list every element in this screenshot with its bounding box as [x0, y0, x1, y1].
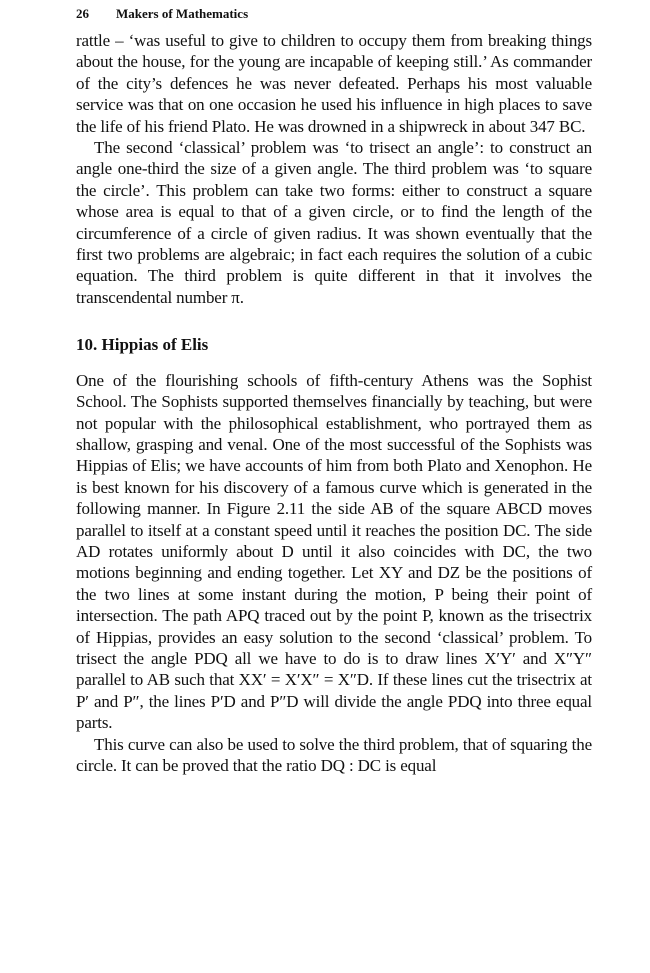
- paragraph-4: This curve can also be used to solve the third problem, that of squaring the circle. It can be proved that the ratio DQ : DC is equal: [76, 734, 592, 775]
- page-number: 26: [76, 6, 89, 21]
- section-heading: 10. Hippias of Elis: [76, 335, 209, 355]
- paragraph-2: The second ‘classical’ problem was ‘to trisect an angle’: to construct an angle one-third the size of a given angle. The third problem was ‘to square the circle’. This problem can take two forms: either to construct a square whose area is equal to that of a given circle, or to find the length of the circumference of a circle of given radius. It was shown eventually that the first two problems are algebraic; in fact each requires the solution of a cubic equation. The third problem is quite different in that it involves the transcendental number π.: [76, 138, 592, 307]
- paragraph-3: One of the flourishing schools of fifth-century Athens was the Sophist School. The Sophists supported themselves financially by teaching, but were not popular with the philosophical establishment, who portrayed them as shallow, grasping and venal. One of the most successful of the Sophists was Hippias of Elis; we have accounts of him from both Plato and Xenophon. He is best known for his discovery of a famous curve which is generated in the following manner. In Figure 2.11 the side AB of the square ABCD moves parallel to itself at a constant speed until it reaches the position DC. The side AD rotates uniformly about D until it also coincides with DC, the two motions beginning and ending together. Let XY and DZ be the positions of the two lines at some instant during the motion, P being their point of intersection. The path APQ traced out by the point P, known as the trisectrix of Hippias, provides an easy solution to the second ‘classical’ problem. To trisect the angle PDQ all we have to do is to draw lines X′Y′ and X″Y″ parallel to AB such that XX′ = X′X″ = X″D. If these lines cut the trisectrix at P′ and P″, the lines P′D and P″D will divide the angle PDQ into three equal parts.: [76, 370, 592, 733]
- book-page: [76, 6, 592, 776]
- running-title: Makers of Mathematics: [116, 6, 249, 21]
- paragraph-1: rattle – ‘was useful to give to children to occupy them from breaking things about the house, for the young are incapable of keeping still.’ As commander of the city’s defences he was never defeated. Perhaps his most valuable service was that on one occasion he used his influence in high places to save the life of his friend Plato. He was drowned in a shipwreck in about 347 BC.: [76, 31, 592, 136]
- running-header: [76, 6, 592, 30]
